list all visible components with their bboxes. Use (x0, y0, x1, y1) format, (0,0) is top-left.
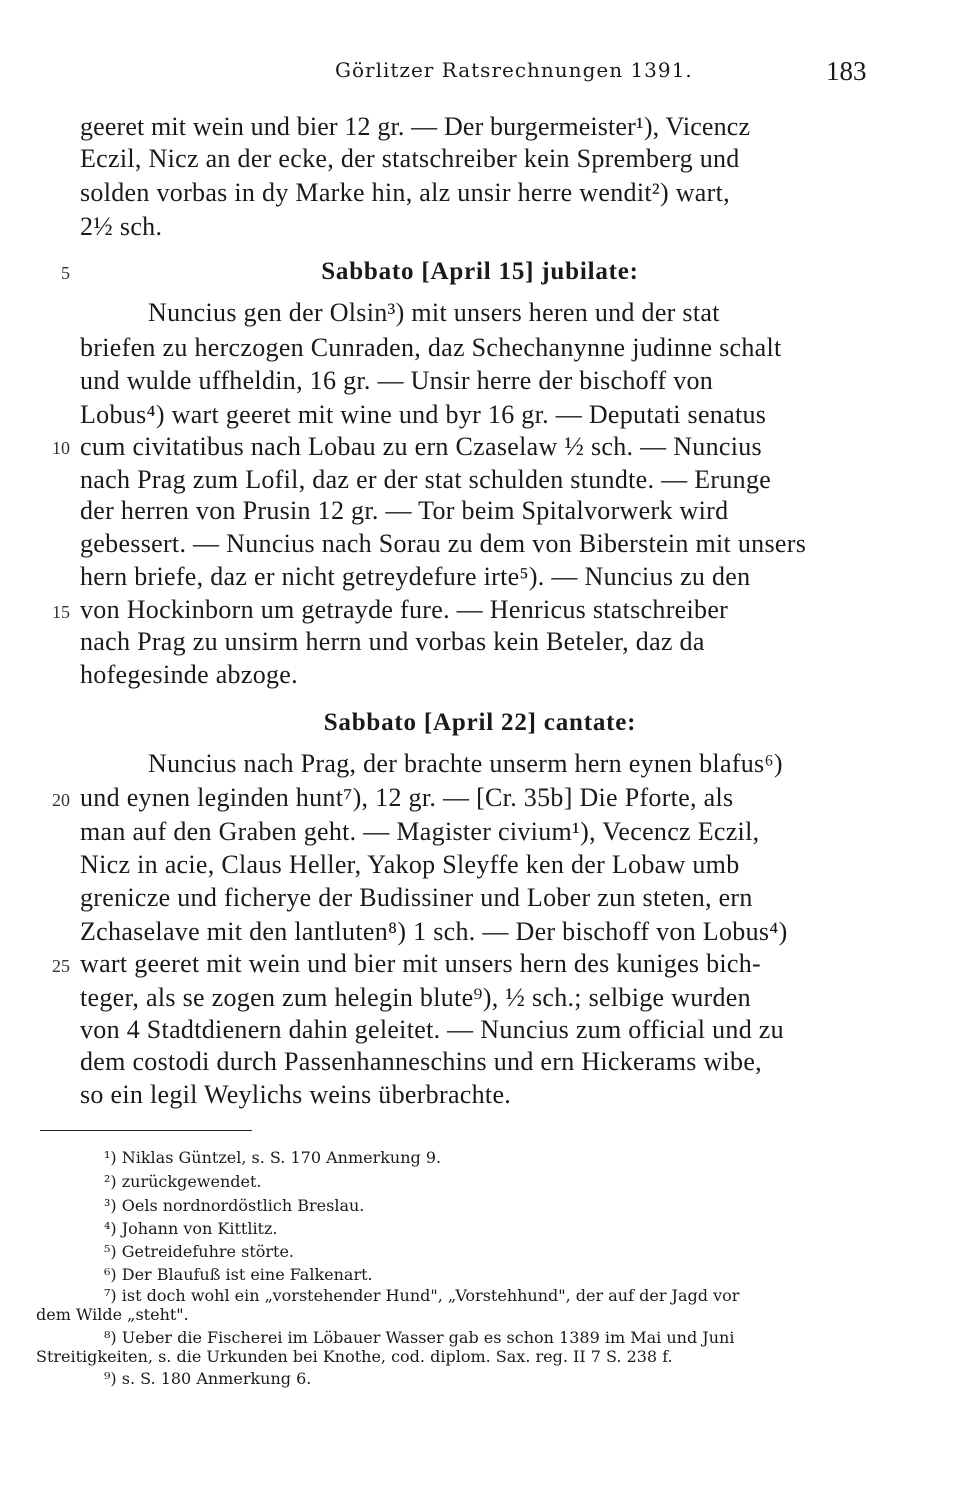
line-number: 25 (52, 956, 70, 976)
body-line: briefen zu herczogen Cunraden, daz Schechanynne judinne schalt (80, 333, 782, 362)
body-line: von 4 Stadtdienern dahin geleitet. — Nuncius zum official und zu (80, 1015, 784, 1044)
footnote: Streitigkeiten, s. die Urkunden bei Knothe, cod. diplom. Sax. reg. II 7 S. 238 f. (36, 1347, 673, 1366)
body-line: der herren von Prusin 12 gr. — Tor beim Spitalvorwerk wird (80, 496, 729, 525)
footnote-rule (40, 1130, 252, 1131)
body-line: und eynen leginden hunt⁷), 12 gr. — [Cr. 35b] Die Pforte, als (80, 783, 734, 812)
body-line: Eczil, Nicz an der ecke, der statschreiber kein Spremberg und (80, 144, 740, 173)
body-line: wart geeret mit wein und bier mit unsers hern des kuniges bich- (80, 949, 761, 978)
body-line: von Hockinborn um getrayde fure. — Henricus statschreiber (80, 595, 729, 624)
footnote: ⁵) Getreidefuhre störte. (104, 1242, 295, 1261)
body-line: dem costodi durch Passenhanneschins und ern Hickerams wibe, (80, 1047, 762, 1076)
body-line: Zchaselave mit den lantluten⁸) 1 sch. — Der bischoff von Lobus⁴) (80, 917, 788, 946)
footnote: ⁷) ist doch wohl ein „vorstehender Hund", „Vorstehhund", der auf der Jagd vor (104, 1286, 740, 1305)
body-line: Lobus⁴) wart geeret mit wine und byr 16 gr. — Deputati senatus (80, 400, 767, 429)
footnote: ⁴) Johann von Kittlitz. (104, 1219, 278, 1238)
footnote: ⁶) Der Blaufuß ist eine Falkenart. (104, 1265, 373, 1284)
line-number: 20 (52, 790, 70, 810)
body-line: teger, als se zogen zum helegin blute⁹), ½ sch.; selbige wurden (80, 983, 751, 1012)
body-line: nach Prag zu unsirm herrn und vorbas kein Beteler, daz da (80, 627, 705, 656)
body-line: geeret mit wein und bier 12 gr. — Der burgermeister¹), Vicencz (80, 112, 751, 141)
body-line: grenicze und ficherye der Budissiner und Lober zun steten, ern (80, 883, 753, 912)
body-line: Nuncius nach Prag, der brachte unserm hern eynen blafus⁶) (148, 749, 783, 778)
footnote: ³) Oels nordnordöstlich Breslau. (104, 1196, 365, 1215)
page-number: 183 (826, 56, 867, 86)
body-line: und wulde uffheldin, 16 gr. — Unsir herre der bischoff von (80, 366, 714, 395)
body-line: cum civitatibus nach Lobau zu ern Czaselaw ½ sch. — Nuncius (80, 432, 762, 461)
footnote: dem Wilde „steht". (36, 1305, 189, 1324)
body-line: man auf den Graben geht. — Magister civium¹), Vecencz Eczil, (80, 817, 760, 846)
body-line: solden vorbas in dy Marke hin, alz unsir herre wendit²) wart, (80, 178, 730, 207)
line-number: 15 (52, 602, 70, 622)
footnote: ¹) Niklas Güntzel, s. S. 170 Anmerkung 9. (104, 1148, 442, 1167)
body-line: nach Prag zum Lofil, daz er der stat schulden stundte. — Erunge (80, 465, 772, 494)
line-number: 5 (61, 263, 70, 283)
body-line: Nicz in acie, Claus Heller, Yakop Sleyffe ken der Lobaw umb (80, 850, 740, 879)
body-line: so ein legil Weylichs weins überbrachte. (80, 1080, 512, 1109)
body-line: gebessert. — Nuncius nach Sorau zu dem von Biberstein mit unsers (80, 529, 807, 558)
footnote: ²) zurückgewendet. (104, 1172, 262, 1191)
body-line: Nuncius gen der Olsin³) mit unsers heren und der stat (148, 298, 720, 327)
running-title: Görlitzer Ratsrechnungen 1391. (335, 58, 693, 82)
page-header (0, 58, 960, 94)
body-line: 2½ sch. (80, 212, 163, 241)
line-number: 10 (52, 438, 70, 458)
footnote: ⁸) Ueber die Fischerei im Löbauer Wasser gab es schon 1389 im Mai und Juni (104, 1328, 735, 1347)
section-heading: Sabbato [April 22] cantate: (323, 709, 637, 736)
body-line: hofegesinde abzoge. (80, 660, 298, 689)
section-heading: Sabbato [April 15] jubilate: (321, 258, 639, 285)
footnote: ⁹) s. S. 180 Anmerkung 6. (104, 1369, 312, 1388)
body-line: hern briefe, daz er nicht getreydefure irte⁵). — Nuncius zu den (80, 562, 751, 591)
